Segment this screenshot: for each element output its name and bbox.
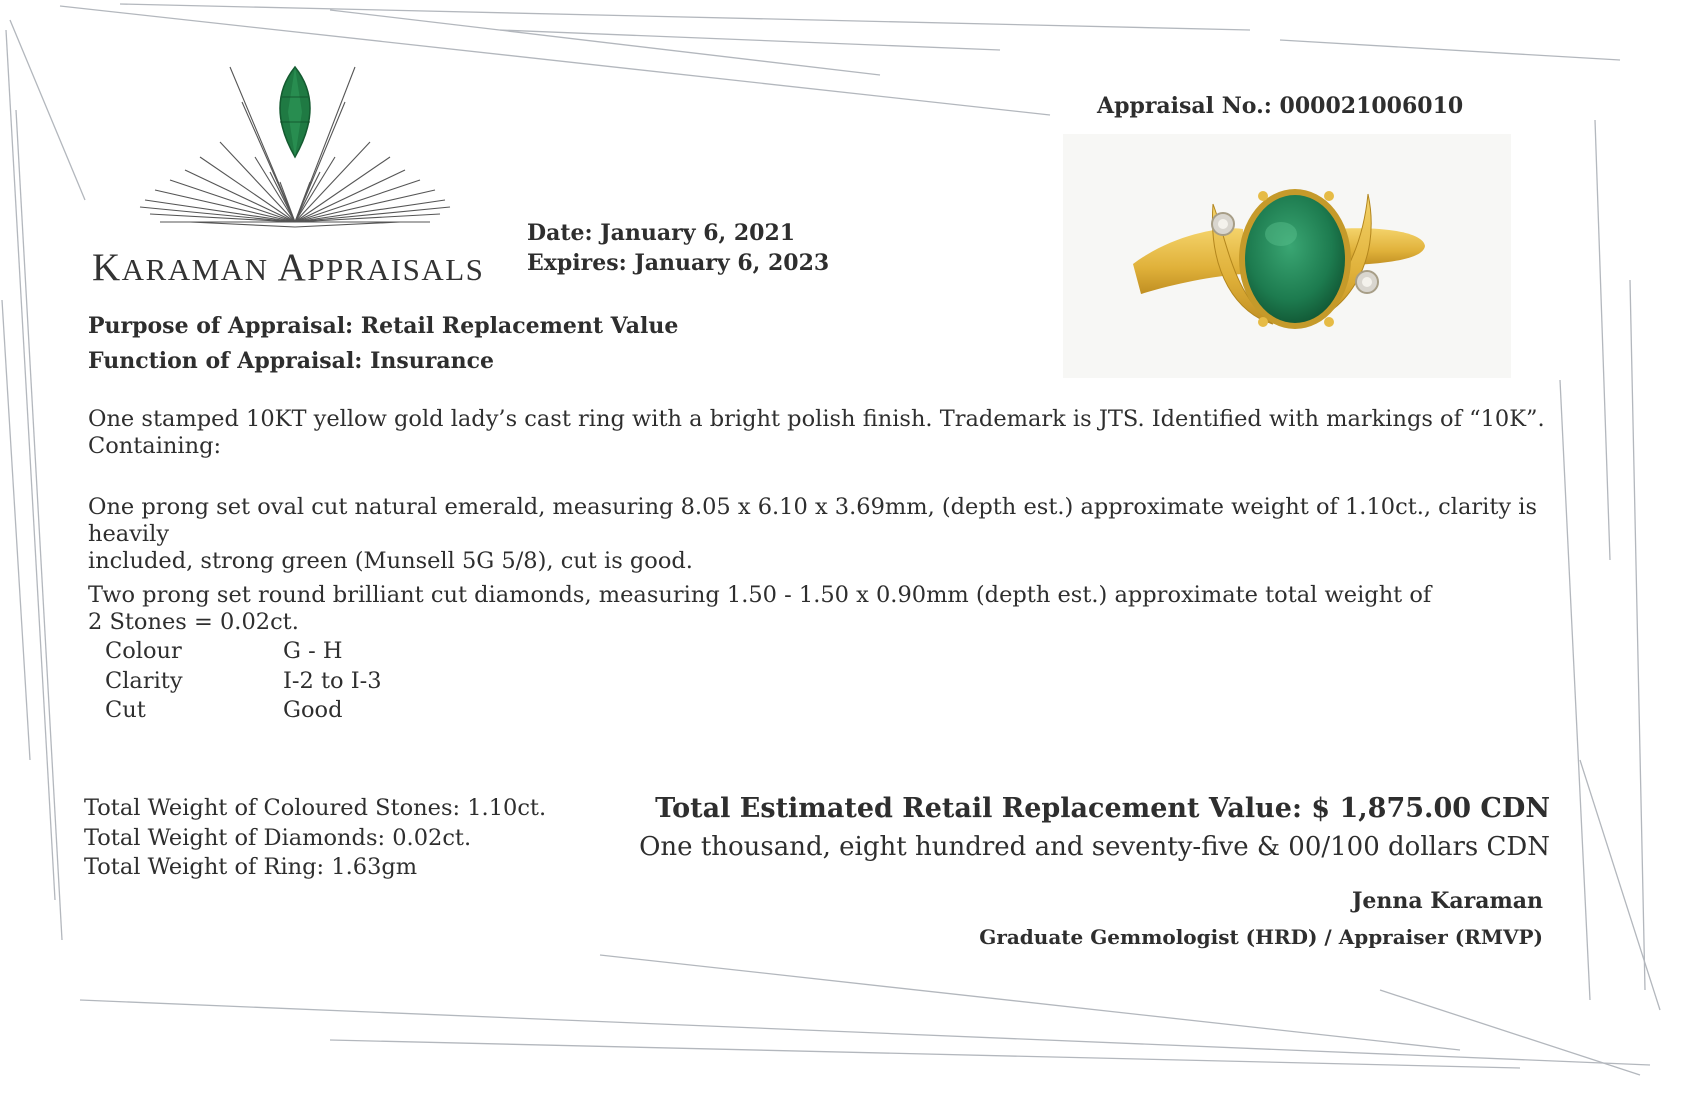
total-coloured-stones: Total Weight of Coloured Stones: 1.10ct.: [84, 795, 547, 821]
ring-description-line-1: One stamped 10KT yellow gold lady’s cast ring with a bright polish finish. Trademark is JTS. Identified with markings of “10K”.: [88, 406, 1545, 432]
ring-description-line-2: Containing:: [88, 433, 222, 459]
company-logo: [130, 62, 460, 252]
ring-description: [88, 406, 1548, 460]
emerald-description: [88, 494, 1548, 575]
grading-value: G - H: [283, 638, 343, 664]
grading-value: Good: [283, 697, 343, 723]
total-diamonds: Total Weight of Diamonds: 0.02ct.: [84, 824, 472, 851]
appraisal-number: Appraisal No.: 000021006010: [1097, 93, 1464, 119]
diamond-description-line-2: 2 Stones = 0.02ct.: [88, 609, 299, 635]
weight-totals: [84, 794, 546, 883]
expiry-date: Expires: January 6, 2023: [527, 250, 830, 276]
grading-value: I-2 to I-3: [283, 667, 382, 694]
grading-label: Cut: [105, 697, 146, 723]
appraiser-name: Jenna Karaman: [1351, 888, 1543, 914]
ring-photo: [1063, 134, 1511, 378]
brand-name: KARAMAN APPRAISALS: [92, 246, 485, 289]
total-value: Total Estimated Retail Replacement Value: $ 1,875.00 CDN: [655, 793, 1550, 824]
function-of-appraisal: Function of Appraisal: Insurance: [88, 348, 494, 374]
grading-label: Colour: [105, 638, 182, 664]
grading-row: [105, 696, 382, 726]
date-block: [527, 218, 829, 278]
grading-label: Clarity: [105, 667, 183, 694]
diamond-description-line-1: Two prong set round brilliant cut diamonds, measuring 1.50 - 1.50 x 0.90mm (depth est.) approximate total weight of: [88, 582, 1432, 608]
total-ring-weight: Total Weight of Ring: 1.63gm: [84, 854, 418, 880]
diamond-description: [88, 582, 1548, 636]
diamond-grading: [105, 637, 382, 726]
total-value-words: One thousand, eight hundred and seventy-five & 00/100 dollars CDN: [639, 832, 1550, 862]
grading-row: [105, 667, 382, 697]
purpose-block: [88, 309, 678, 379]
appraiser-title: Graduate Gemmologist (HRD) / Appraiser (RMVP): [979, 925, 1543, 949]
purpose-of-appraisal: Purpose of Appraisal: Retail Replacement Value: [88, 313, 679, 339]
grading-row: [105, 637, 382, 667]
appraisal-date: Date: January 6, 2021: [527, 220, 796, 246]
emerald-description-line-1: One prong set oval cut natural emerald, measuring 8.05 x 6.10 x 3.69mm, (depth est.) approximate weight of 1.10ct., clarity is heavily: [88, 494, 1537, 547]
emerald-description-line-2: included, strong green (Munsell 5G 5/8), cut is good.: [88, 548, 693, 574]
